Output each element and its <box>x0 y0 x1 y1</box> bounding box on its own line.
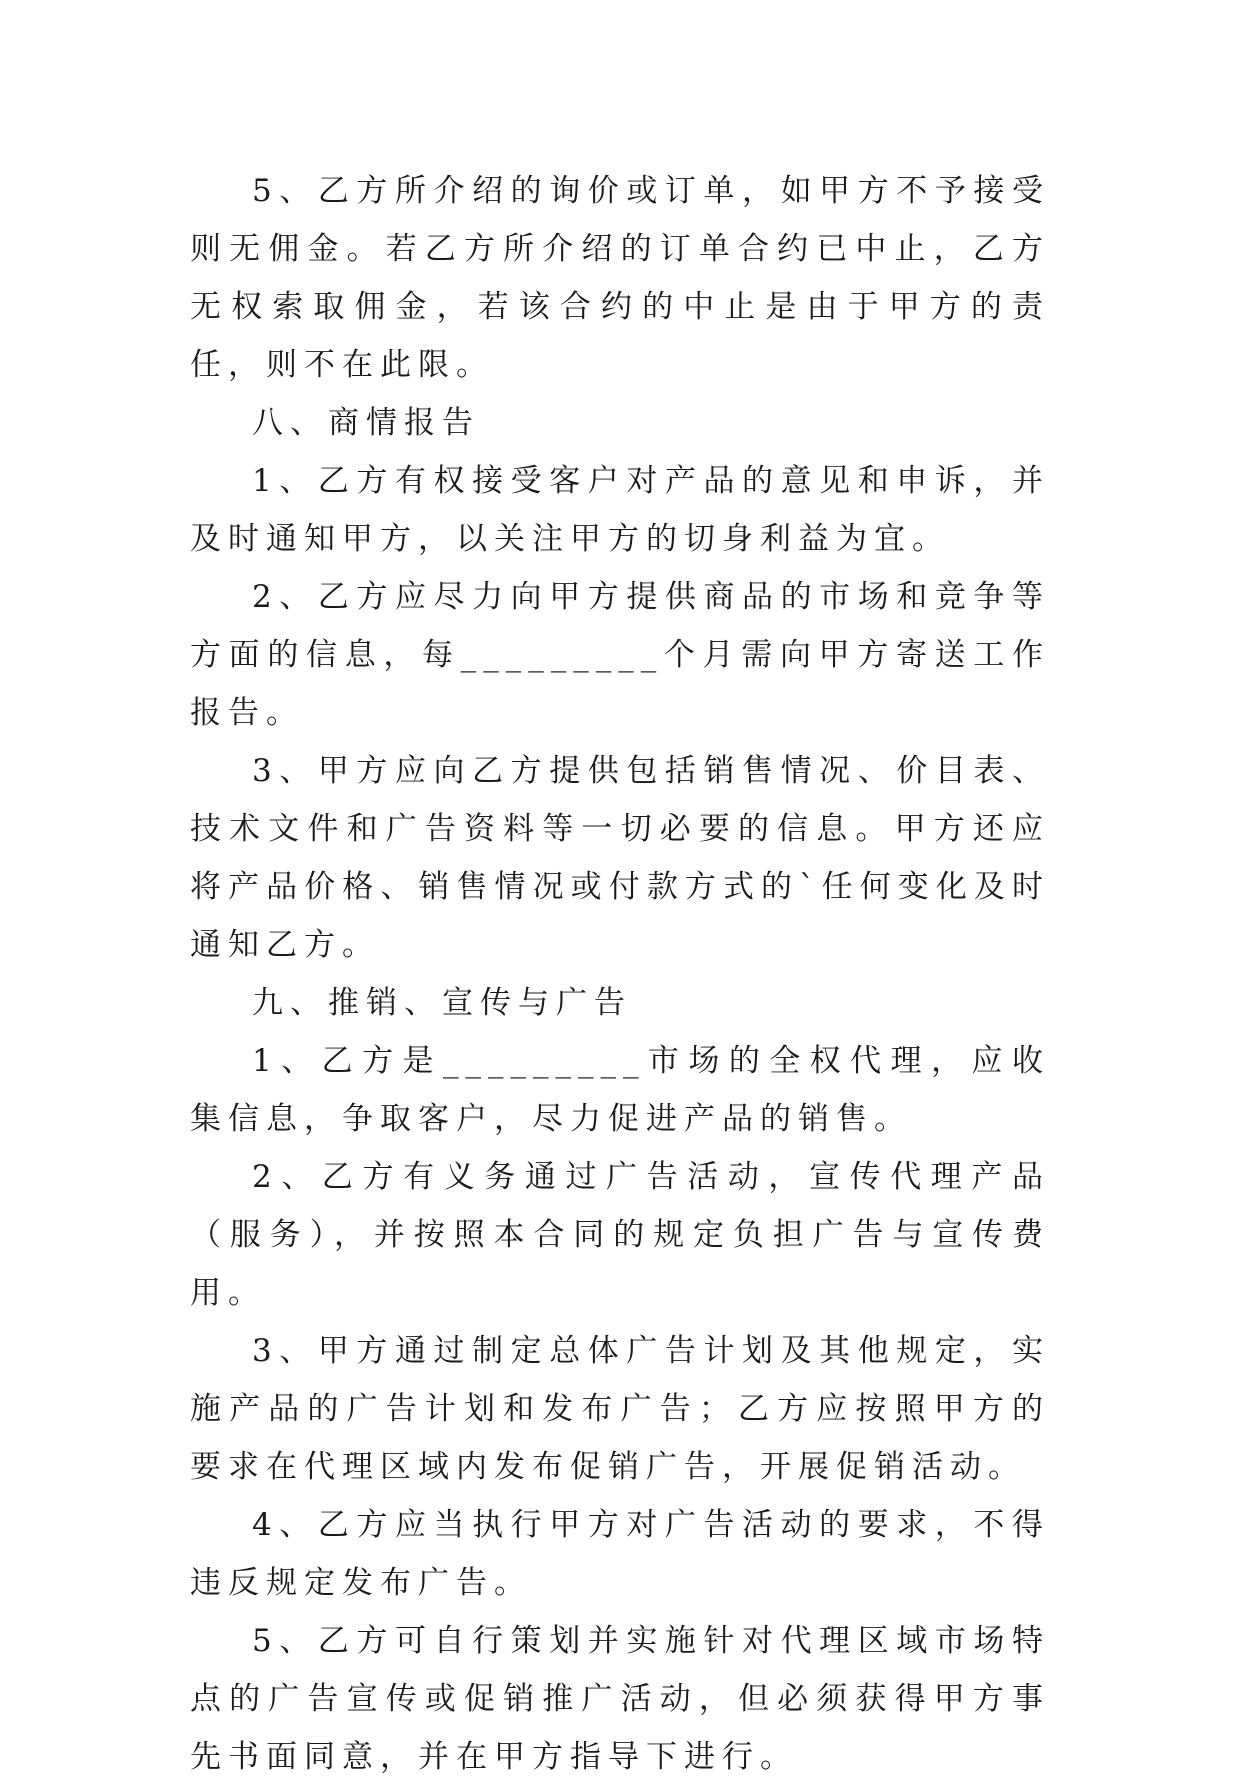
section-8-heading: 八、商情报告 <box>252 405 480 441</box>
clause-9-1: 1、乙方是_________市场的全权代理，应收集信息，争取客户，尽力促进产品的销售。 <box>190 1043 1050 1137</box>
clause-8-1: 1、乙方有权接受客户对产品的意见和申诉，并及时通知甲方，以关注甲方的切身利益为宜。 <box>190 463 1050 557</box>
document-body <box>190 162 1050 1786</box>
clause-9-4: 4、乙方应当执行甲方对广告活动的要求，不得违反规定发布广告。 <box>190 1507 1050 1601</box>
section-9-heading: 九、推销、宣传与广告 <box>252 985 632 1021</box>
clause-7-5: 5、乙方所介绍的询价或订单，如甲方不予接受则无佣金。若乙方所介绍的订单合约已中止，乙方无权索取佣金，若该合约的中止是由于甲方的责任，则不在此限。 <box>190 173 1050 383</box>
clause-9-2: 2、乙方有义务通过广告活动，宣传代理产品（服务），并按照本合同的规定负担广告与宣传费用。 <box>190 1159 1050 1311</box>
clause-9-5: 5、乙方可自行策划并实施针对代理区域市场特点的广告宣传或促销推广活动，但必须获得甲方事先书面同意，并在甲方指导下进行。 <box>190 1623 1050 1775</box>
clause-8-3: 3、甲方应向乙方提供包括销售情况、价目表、技术文件和广告资料等一切必要的信息。甲方还应将产品价格、销售情况或付款方式的`任何变化及时通知乙方。 <box>190 753 1050 963</box>
clause-9-3: 3、甲方通过制定总体广告计划及其他规定，实施产品的广告计划和发布广告；乙方应按照甲方的要求在代理区域内发布促销广告，开展促销活动。 <box>190 1333 1050 1485</box>
clause-8-2: 2、乙方应尽力向甲方提供商品的市场和竞争等方面的信息，每_________个月需向甲方寄送工作报告。 <box>190 579 1050 731</box>
